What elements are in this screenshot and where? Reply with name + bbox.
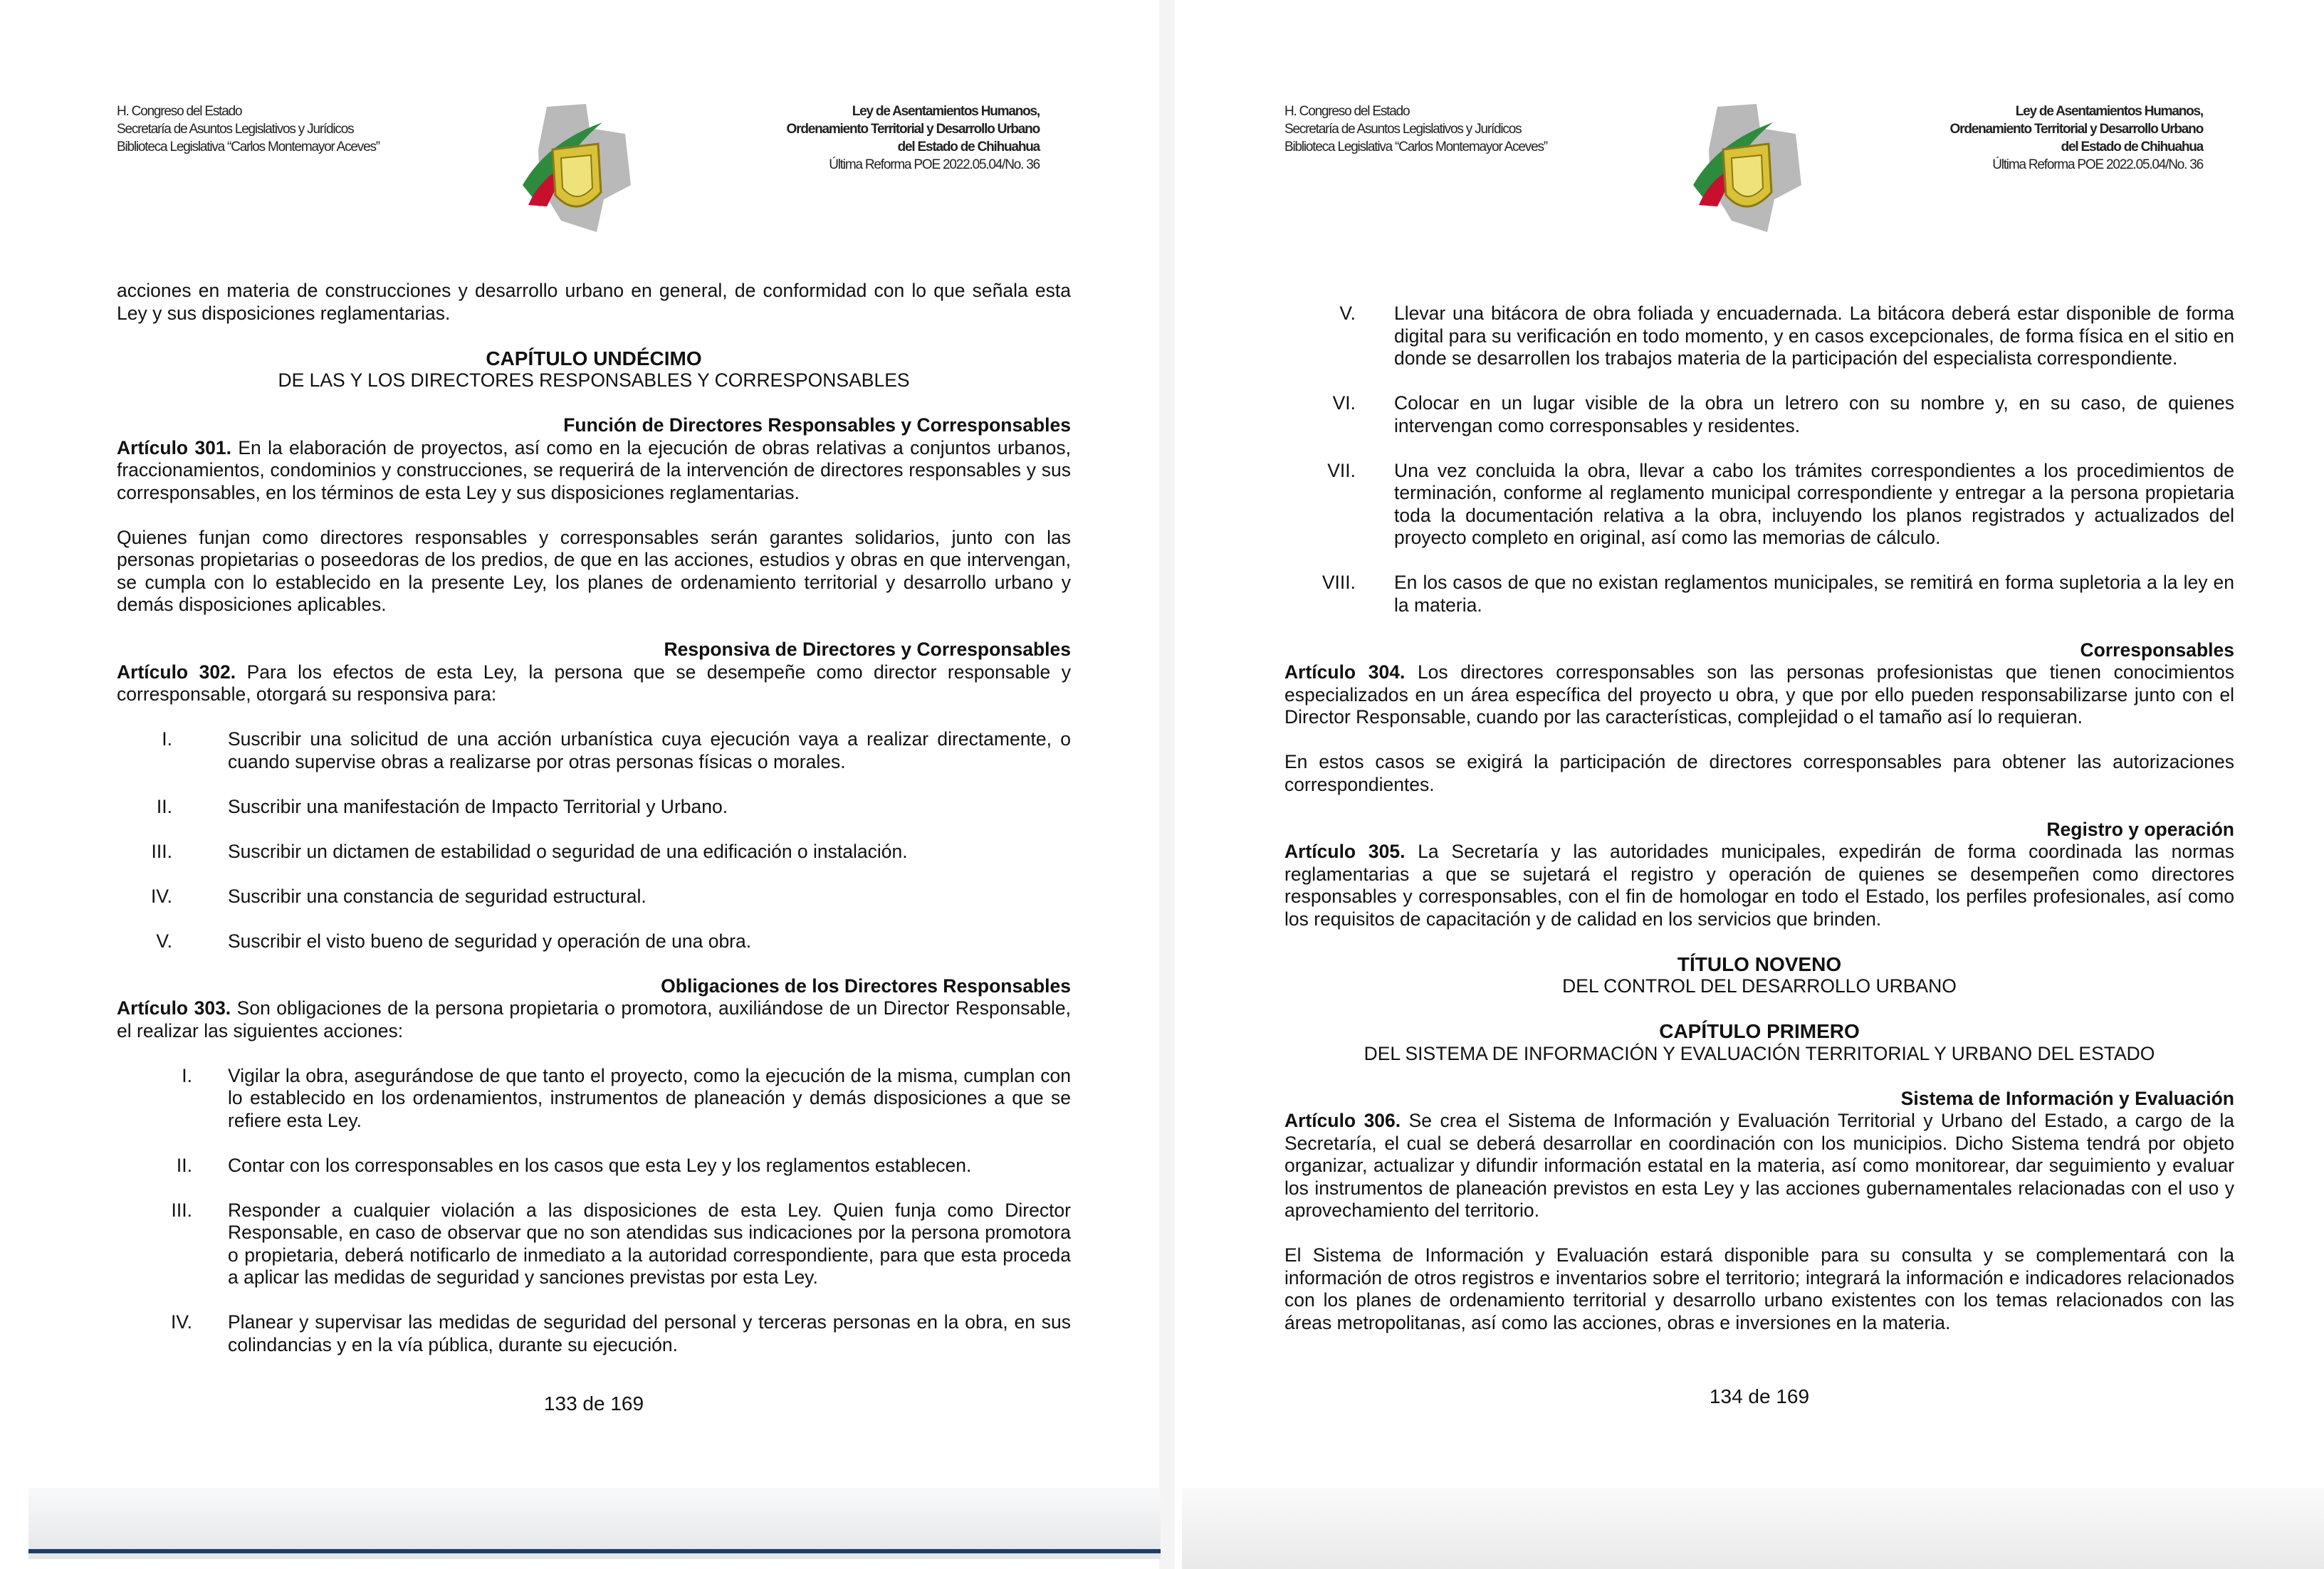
article-302-list — [117, 728, 1071, 975]
viewer-footer-left — [28, 1488, 1161, 1559]
list-item-text: Responder a cualquier violación a las disposiciones de esta Ley. Quien funja como Director Responsable, en caso de observar que no son atendidas sus indicaciones por la persona promotora o propietaria, deberá notificarlo de inmediato a la autoridad correspondiente, para que esta proceda a aplicar las medidas de seguridad y sanciones previstas por esta Ley. — [228, 1199, 1071, 1288]
list-item — [117, 796, 1071, 819]
viewer-footer-right — [1182, 1488, 2324, 1569]
chihuahua-seal-logo — [1689, 100, 1803, 235]
list-item-text: En los casos de que no existan reglamentos municipales, se remitirá en forma supletoria a la ley en la materia. — [1394, 572, 2234, 616]
list-item — [117, 1311, 1071, 1356]
header-law-title: Ley de Asentamientos Humanos, Ordenamiento Territorial y Desarrollo Urbano del Estado de Chihuahua Última Reforma POE 2022.05.04/No. 36 — [1949, 104, 2203, 172]
list-item-text: Una vez concluida la obra, llevar a cabo los trámites correspondientes a los procedimientos de terminación, conforme al reglamento municipal correspondiente y entregar a la persona propietaria toda la documentación relativa a la obra, incluyendo los planos registrados y actualizados del proyecto completo en original, así como las memorias de cálculo. — [1394, 459, 2234, 548]
list-item — [117, 1065, 1071, 1133]
title-subheading: DEL CONTROL DEL DESARROLLO URBANO — [1562, 975, 1957, 997]
chapter-title: CAPÍTULO PRIMERO — [1659, 1020, 1860, 1042]
article-303-heading: Obligaciones de los Directores Responsables — [661, 975, 1071, 997]
list-item-text: Suscribir una solicitud de una acción urbanística cuya ejecución vaya a realizar directamente, o cuando supervise obras a realizarse por otras personas físicas o morales. — [228, 728, 1071, 772]
list-item — [117, 886, 1071, 908]
article-302-heading: Responsiva de Directores y Corresponsables — [664, 639, 1071, 660]
article-305-heading: Registro y operación — [2046, 818, 2234, 840]
list-item — [1284, 392, 2234, 437]
list-item-text: Suscribir un dictamen de estabilidad o seguridad de una edificación o instalación. — [228, 840, 908, 862]
list-item-text: Suscribir una constancia de seguridad estructural. — [228, 885, 647, 907]
chapter-subtitle: DEL SISTEMA DE INFORMACIÓN Y EVALUACIÓN TERRITORIAL Y URBANO DEL ESTADO — [1363, 1042, 2155, 1064]
list-item — [117, 728, 1071, 773]
list-item-number: IV. — [171, 1311, 192, 1333]
page-number: 133 de 169 — [543, 1392, 644, 1415]
page-body-right — [1284, 303, 2234, 1334]
list-item — [1284, 303, 2234, 370]
page-gap — [1159, 0, 1176, 1569]
list-item-text: Colocar en un lugar visible de la obra un letrero con su nombre y, en su caso, de quienes intervengan como corresponsables y residentes. — [1394, 392, 2234, 436]
document-page-right — [1175, 0, 2324, 1569]
page-number: 134 de 169 — [1709, 1385, 1810, 1407]
chapter-subtitle: DE LAS Y LOS DIRECTORES RESPONSABLES Y CORRESPONSABLES — [278, 369, 910, 391]
article-304: Artículo 304. Los directores corresponsables son las personas profesionistas que tienen conocimientos especializados en un área específica del proyecto u obra, y que por ello pueden responsabilizarse junto con el Director Responsable, cuando por las características, complejidad o el tamaño así lo requieran. — [1284, 661, 2234, 728]
list-item-text: Planear y supervisar las medidas de seguridad del personal y terceras personas en la obra, en sus colindancias y en la vía pública, durante su ejecución. — [228, 1311, 1071, 1355]
list-item-number: III. — [171, 1199, 192, 1221]
list-item-number: VI. — [1332, 392, 1356, 414]
list-item — [1284, 460, 2234, 550]
article-303: Artículo 303. Son obligaciones de la persona propietaria o promotora, auxiliándose de un Director Responsable, el realizar las siguientes acciones: — [117, 997, 1071, 1041]
list-item — [117, 930, 1071, 953]
list-item-number: VII. — [1327, 459, 1356, 481]
list-item-number: I. — [182, 1064, 192, 1086]
list-item-number: III. — [151, 840, 172, 862]
article-301: Artículo 301. En la elaboración de proyectos, así como en la ejecución de obras relativas a conjuntos urbanos, fraccionamientos, condominios y construcciones, se requerirá de la intervención de directores responsables y sus corresponsables, en los términos de esta Ley y sus disposiciones reglamentarias. — [117, 436, 1071, 503]
list-item-number: V. — [156, 930, 172, 952]
list-item — [117, 1200, 1071, 1289]
article-302: Artículo 302. Para los efectos de esta Ley, la persona que se desempeñe como director responsable y corresponsable, otorgará su responsiva para: — [117, 661, 1071, 705]
list-item — [117, 841, 1071, 864]
article-301-heading: Función de Directores Responsables y Corresponsables — [563, 414, 1071, 436]
article-306-heading: Sistema de Información y Evaluación — [1900, 1087, 2234, 1109]
article-304-heading: Corresponsables — [2080, 639, 2234, 661]
list-item — [117, 1155, 1071, 1177]
list-item-text: Llevar una bitácora de obra foliada y encuadernada. La bitácora deberá estar disponible de forma digital para su verificación en todo momento, y en casos excepcionales, de forma física en el sitio en donde se desarrollen los trabajos materia de la participación del especialista correspondiente. — [1394, 303, 2234, 369]
header-law-title: Ley de Asentamientos Humanos, Ordenamiento Territorial y Desarrollo Urbano del Estado de Chihuahua Última Reforma POE 2022.05.04/No. 36 — [786, 104, 1040, 172]
article-301-paragraph-2: Quienes funjan como directores responsables y corresponsables serán garantes solidarios, junto con las personas propietarias o poseedoras de los predios, de que en las acciones, estudios y obras en que intervengan, se cumpla con lo establecido en la presente Ley, los planes de ordenamiento territorial y desarrollo urbano y demás disposiciones aplicables. — [117, 526, 1071, 615]
title-heading: TÍTULO NOVENO — [1677, 953, 1842, 975]
list-item-number: V. — [1339, 303, 1356, 324]
page-body-left — [117, 280, 1071, 1379]
intro-paragraph: acciones en materia de construcciones y desarrollo urbano en general, de conformidad con lo que señala esta Ley y sus disposiciones reglamentarias. — [117, 280, 1071, 324]
list-item-number: I. — [162, 728, 172, 750]
list-item — [1284, 572, 2234, 616]
chihuahua-seal-logo — [518, 100, 632, 235]
article-303-list-continued — [1284, 303, 2234, 639]
list-item-text: Suscribir una manifestación de Impacto Territorial y Urbano. — [228, 795, 728, 817]
article-306-paragraph-2: El Sistema de Información y Evaluación estará disponible para su consulta y se complementará con la información de otros registros e inventarios sobre el territorio; integrará la información e indicadores relacionados con los planes de ordenamiento territorial y desarrollo urbano existentes con los temas relacionados con las áreas metropolitanas, así como las acciones, obras e inversiones en la materia. — [1284, 1244, 2234, 1333]
list-item-number: II. — [176, 1154, 192, 1176]
list-item-number: IV. — [151, 885, 172, 907]
article-306: Artículo 306. Se crea el Sistema de Información y Evaluación Territorial y Urbano del Estado, a cargo de la Secretaría, el cual se deberá desarrollar en coordinación con los municipios. Dicho Sistema tendrá por objeto organizar, actualizar y difundir información estatal en la materia, así como monitorear, dar seguimiento y evaluar los instrumentos de planeación previstos en esta Ley y las acciones gubernamentales relacionadas con el uso y aprovechamiento del territorio. — [1284, 1110, 2234, 1221]
article-305: Artículo 305. La Secretaría y las autoridades municipales, expedirán de forma coordinada las normas reglamentarias a que se sujetará el registro y operación de quienes se desempeñen como directores responsables y corresponsables, con el fin de homologar en todo el Estado, los perfiles profesionales, así como los requisitos de capacitación y de calidad en los servicios que brinden. — [1284, 841, 2234, 930]
list-item-text: Contar con los corresponsables en los casos que esta Ley y los reglamentos establecen. — [228, 1154, 972, 1176]
viewer-footer-bar — [28, 1549, 1161, 1553]
list-item-number: VIII. — [1321, 572, 1356, 593]
list-item-text: Vigilar la obra, asegurándose de que tanto el proyecto, como la ejecución de la misma, cumplan con lo establecido en los ordenamientos, instrumentos de planeación y demás disposiciones a que se refiere esta Ley. — [228, 1064, 1071, 1131]
list-item-text: Suscribir el visto bueno de seguridad y operación de una obra. — [228, 930, 752, 952]
article-303-list — [117, 1065, 1071, 1379]
chapter-title: CAPÍTULO UNDÉCIMO — [486, 347, 702, 369]
header-institution: H. Congreso del Estado Secretaría de Asuntos Legislativos y Jurídicos Biblioteca Legislativa “Carlos Montemayor Aceves” — [1284, 104, 1547, 154]
header-institution: H. Congreso del Estado Secretaría de Asuntos Legislativos y Jurídicos Biblioteca Legislativa “Carlos Montemayor Aceves” — [117, 104, 380, 154]
list-item-number: II. — [156, 795, 172, 817]
article-304-paragraph-2: En estos casos se exigirá la participación de directores corresponsables para obtener las autorizaciones correspondientes. — [1284, 751, 2234, 795]
